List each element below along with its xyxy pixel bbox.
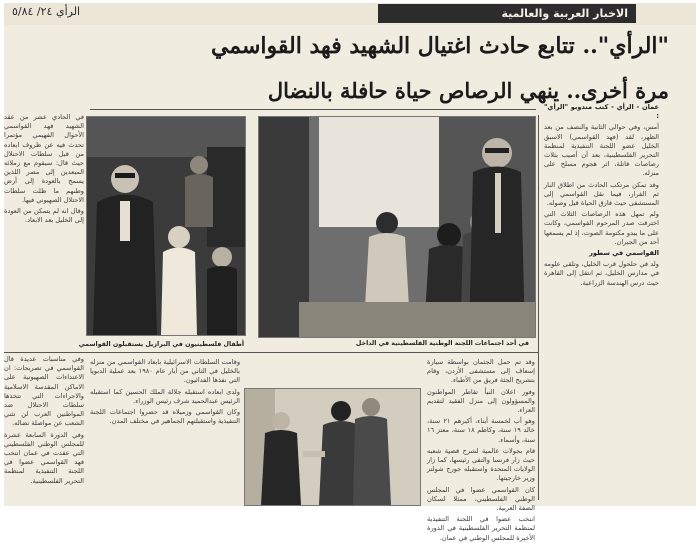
paragraph: وفور اعلان النبأ تقاطر المواطنون والمسؤولون إلى منزل الفقيد لتقديم العزاء. [427, 387, 535, 415]
paragraph: وهو أب لخمسة أبناء، أكبرهم ٢١ سنة، خالد ١٩ سنة، وكاظم ١٨ سنة، معتز ١٦ سنة، وأسماء. [427, 417, 536, 444]
caption-children: أطفال فلسطينيون في البرازيل يستقبلون القواسمي [78, 341, 244, 348]
paragraph: وقامت السلطات الاسرائيلية بابعاد القواسمي من منزله بالخليل في الثاني من أيار عام ١٩٨٠ بعد عملية الدبويا التي نفذها الفدائيون. [90, 358, 241, 385]
paragraph: وقال انه لم يتمكن من العودة إلى الخليل بعد الابعاد. [4, 207, 84, 225]
subheading: القواسمي في سطور [589, 249, 659, 258]
article-column-middle [427, 358, 536, 542]
photo-handshake-image [245, 389, 420, 505]
article-column-left-top [4, 113, 84, 343]
photo-children-image [87, 117, 245, 335]
paragraph: ولدى ابعاده استقبله جلالة الملك الحسين كما استقبله الرئيس عبدالحميد شرف رئيس الوزراء. [90, 387, 240, 405]
newspaper-date: الرأي ٢٤/ ٥/٨٤ [12, 5, 81, 18]
caption-meeting: في أحد اجتماعات اللجنة الوطنية الفلسطينية في الداخل [355, 340, 529, 347]
headline-main: "الرأي".. تتابع حادث اغتيال الشهيد فهد القواسمي [210, 33, 669, 59]
dateline: عمان - الرأي - كتب مندوبو "الرأي" : [544, 103, 659, 121]
paragraph: ولم تمهل هذه الرصاصات الثلاث التي اخترقت صدر المرحوم القواسمي، وكانت على ما يبدو مكتومة الصوت، إذ لم يسمعها أحد من الجيران. [544, 210, 659, 246]
paragraph: وفي الدورة السابعة عشرة للمجلس الوطني الفلسطيني التي عقدت في عمان انتخب فهد القواسمي عضوا في اللجنة التنفيذية لمنظمة التحرير الفلسطينية. [4, 430, 84, 485]
section-title: الاخبار العربية والعالمية [378, 4, 636, 23]
paragraph: وقد تم حمل الجثمان بواسطة سيارة إسعاف إلى مستشفى الأردن، وقام بتشريح الجثة فريق من الأطباء. [427, 358, 535, 385]
article-column-right [544, 103, 659, 498]
paragraph: ولد في حلحول قرب الخليل، وتلقى علومه في مدارس الخليل، ثم انتقل إلى القاهرة حيث درس الهندسة الزراعية. [544, 260, 659, 287]
photo-children [86, 116, 246, 336]
paragraph: في الحادي عشر من عقد الشهيد فهد القواسمي الأحوال الفهيمي مؤتمرا تحدث فيه عن ظروف ابعاده من قبل سلطات الاحتلال حيث قال: سيقوم مع زملائه المبعدين إلى مصر اللذين يسمح بالعودة إلى أرض وطنهم ما ظلت سلطات الاحتلال الصهيوني فيها. [4, 113, 84, 204]
bottom-section-rule [4, 352, 539, 353]
paragraph: وفي مناسبات عديدة قال القواسمي في تصريحات: ان الاعتداءات الصهيونية على الاماكن المقدسة الاسلامية والاجراءات التي تتخذها سلطات الاحتلال ضد المواطنين العرب لن تثني الشعب عن مواصلة نضاله. [4, 355, 84, 428]
photo-meeting-image [259, 117, 535, 337]
headline-sub: مرة أخرى.. ينهي الرصاص حياة حافلة بالنضال [267, 78, 669, 103]
column-divider [538, 115, 539, 500]
paragraph: وقد تمكن مرتكب الحادث من اطلاق النار ثم الفرار، فيما نقل القواسمي إلى المستشفى حيث فارق الحياة قبل وصوله. [544, 180, 659, 208]
paragraph: أمس، وفي حوالي الثانية والنصف من بعد الظهر، لقد (فهد القواسمي) الاسبق الخليل عضو اللجنة التنفيذية لمنظمة التحرير الفلسطينية، بعد أن أصيب بثلاث رصاصات قاتلة، اثر هجوم مسلح على منزله. [544, 123, 659, 178]
paragraph: قام بجولات عالمية لشرح قضية شعبه حيث زار فرنسا والتقى رئيسها، كما زار الولايات المتحدة واستقبله جورج شولتز وزير خارجيتها. [427, 446, 535, 483]
photo-handshake [244, 388, 421, 506]
newspaper-page [4, 3, 696, 542]
photo-meeting [258, 116, 536, 338]
article-column-left-bottom [4, 355, 84, 505]
paragraph: انتخب عضوا في اللجنة التنفيذية لمنظمة التحرير الفلسطينية في الدورة الأخيرة للمجلس الوطني في عمان. [427, 515, 535, 542]
article-column-photo-block [90, 358, 240, 503]
paragraph: وكان القواسمي وزميلاه قد حضروا اجتماعات اللجنة التنفيذية واستقبلتهم الجماهير في مختلف المدن. [90, 408, 240, 426]
paragraph: كان القواسمي عضوا في المجلس الوطني الفلسطيني، ممثلا لسكان الضفة الغربية. [427, 485, 535, 513]
headline-rule [90, 109, 536, 110]
